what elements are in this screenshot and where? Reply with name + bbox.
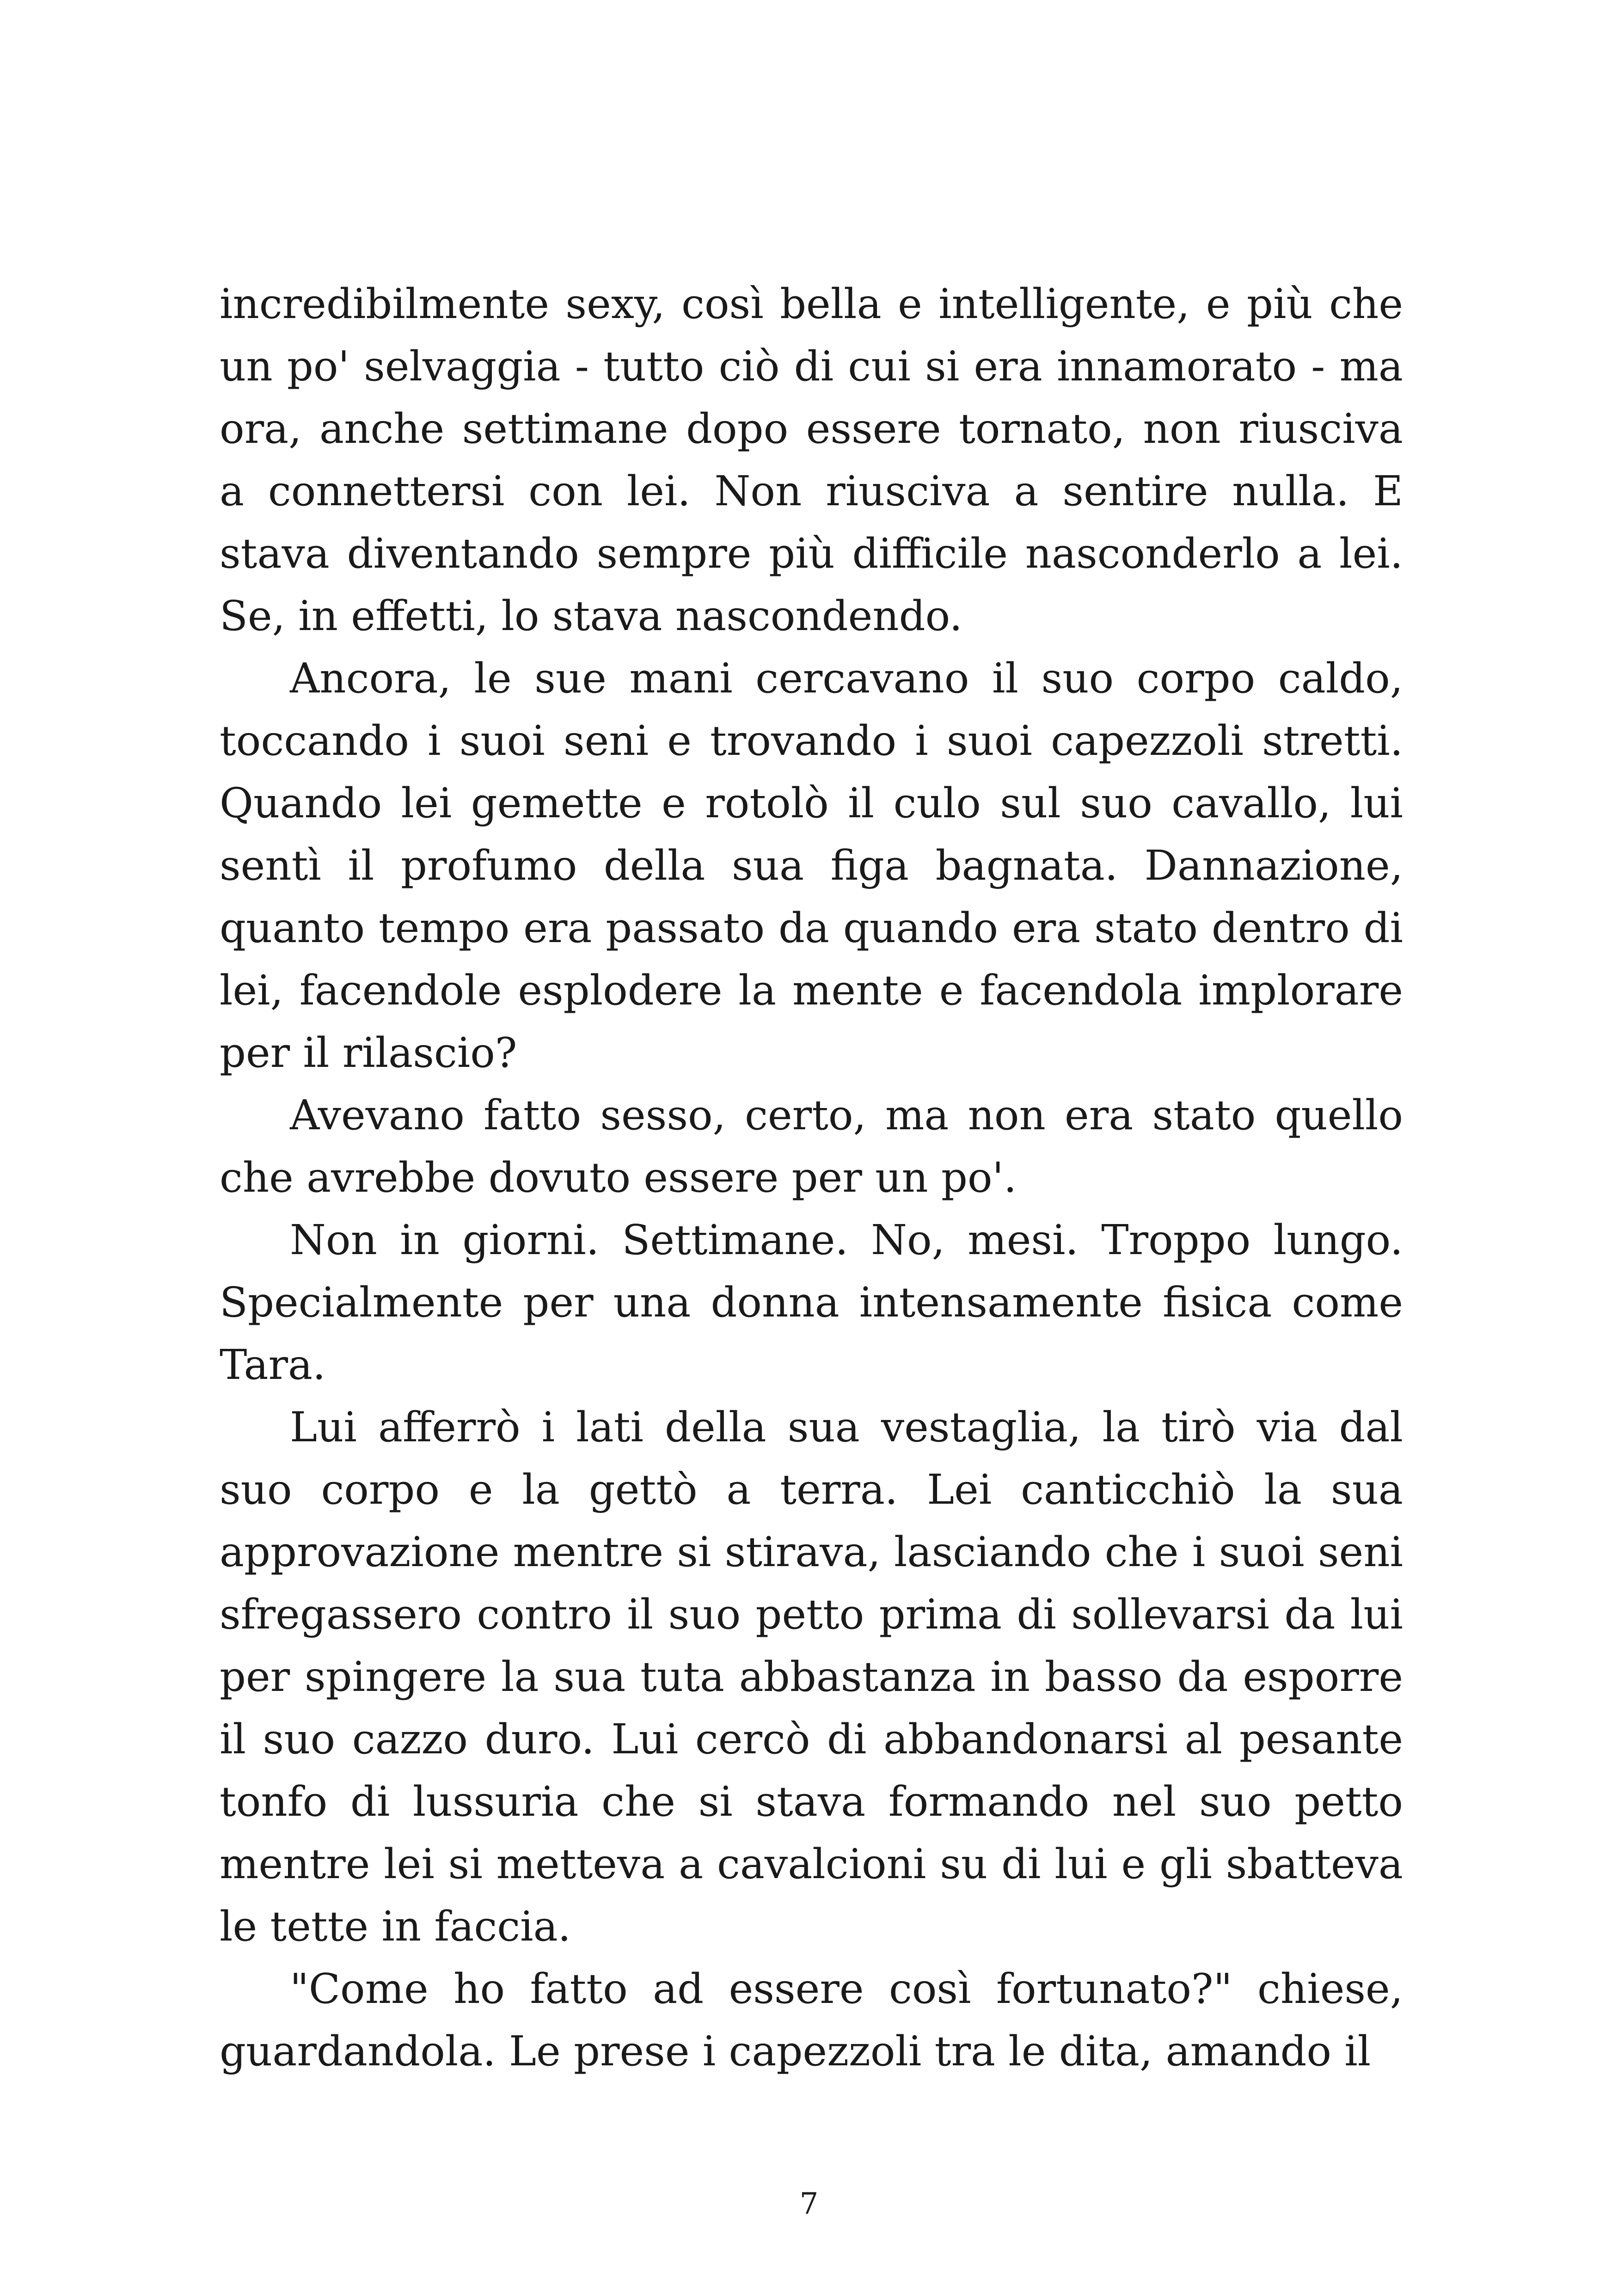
body-text [220, 273, 1403, 2082]
page-number: 7 [799, 2187, 819, 2221]
paragraph-5: Lui afferrò i lati della sua vestaglia, la tirò via dal suo corpo e la gettò a terra. Lei canticchiò la sua approvazione mentre si stirava, lasciando che i suoi seni sfregassero contro il suo petto prima di sollevarsi da lui per spingere la sua tuta abbastanza in basso da esporre il suo cazzo duro. Lui cercò di abbandonarsi al pesante tonfo di lussuria che si stava formando nel suo petto mentre lei si metteva a cavalcioni su di lui e gli sbatteva le tette in faccia. [220, 1403, 1403, 1950]
paragraph-2: Ancora, le sue mani cercavano il suo corpo caldo, toccando i suoi seni e trovando i suoi capezzoli stretti. Quando lei gemette e rotolò il culo sul suo cavallo, lui sentì il profumo della sua figa bagnata. Dannazione, quanto tempo era passato da quando era stato dentro di lei, facendole esplodere la mente e facendola implorare per il rilascio? [220, 654, 1403, 1077]
paragraph-1: incredibilmente sexy, così bella e intelligente, e più che un po' selvaggia - tutto ciò di cui si era innamorato - ma ora, anche settimane dopo essere tornato, non riusciva a connettersi con lei. Non riusciva a sentire nulla. E stava diventando sempre più difficile nasconderlo a lei. Se, in effetti, lo stava nascondendo. [220, 280, 1403, 640]
paragraph-4: Non in giorni. Settimane. No, mesi. Troppo lungo. Specialmente per una donna intensamente fisica come Tara. [220, 1216, 1403, 1389]
paragraph-6: "Come ho fatto ad essere così fortunato?" chiese, guardandola. Le prese i capezzoli tra le dita, amando il [220, 1965, 1403, 2075]
paragraph-3: Avevano fatto sesso, certo, ma non era stato quello che avrebbe dovuto essere per un po'. [220, 1091, 1403, 1201]
